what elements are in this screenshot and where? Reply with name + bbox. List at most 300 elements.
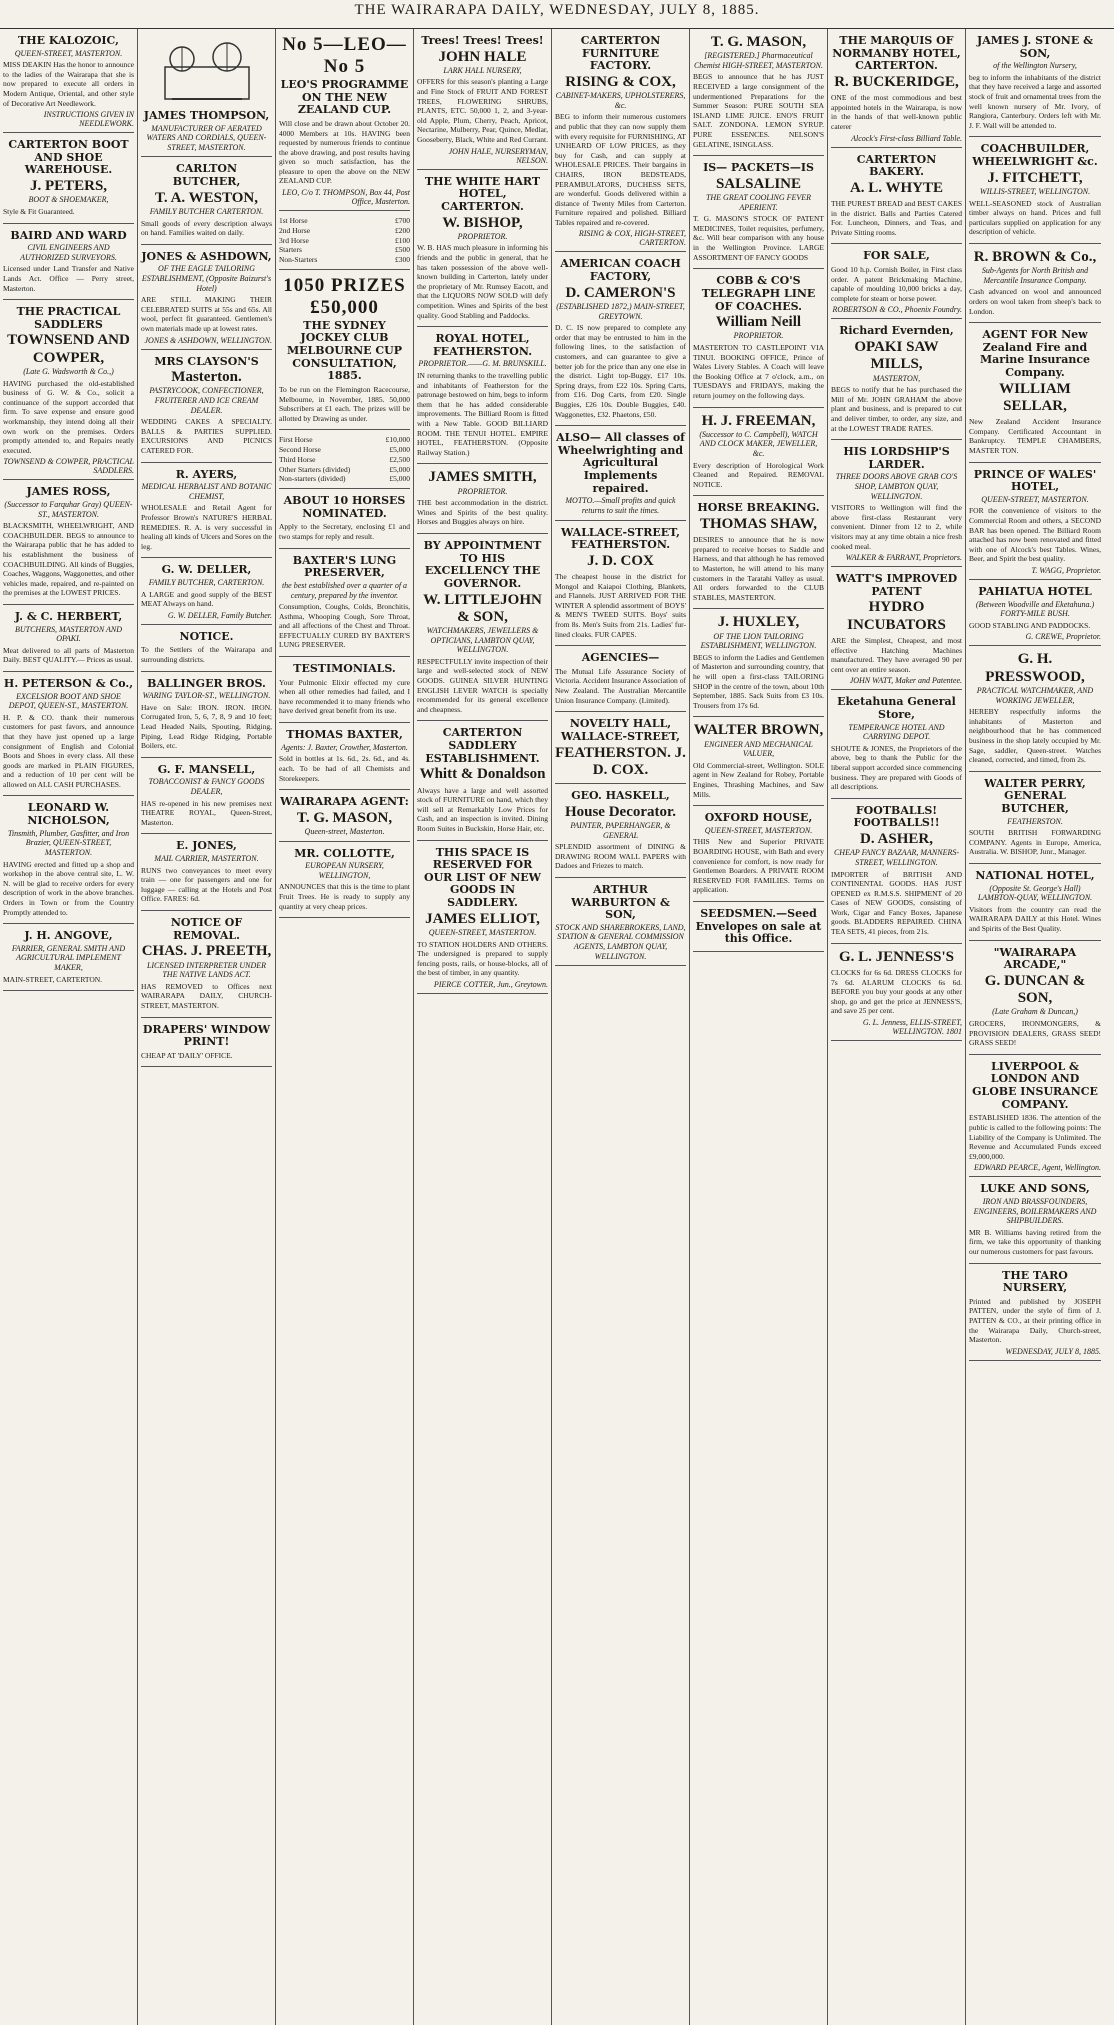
advertisement	[831, 246, 962, 319]
ad-subheading: MOTTO.—Small profits and quick returns to suit the times.	[565, 496, 676, 515]
ad-body-text: Your Pulmonic Elixir effected my cure when all other remedies had failed, and I have recommended it to many friends who have derived great benefit from its use.	[279, 677, 410, 716]
ad-heading: BAXTER'S LUNG PRESERVER,	[292, 553, 397, 580]
ad-body-text: MR B. Williams having retired from the firm, we take this opportunity of thanking our numerous customers for past favours.	[969, 1227, 1101, 1256]
advertisement	[417, 172, 548, 328]
ad-signature: RISING & COX, HIGH-STREET, CARTERTON.	[578, 229, 686, 248]
ad-signature: WALKER & FARRANT, Proprietors.	[845, 553, 962, 563]
ad-body-text: TO STATION HOLDERS AND OTHERS. The undersigned is prepared to supply fencing posts, rails, or house-blocks, all of the best of timber, in any quantity.	[417, 939, 548, 978]
ad-heading: J. & C. HERBERT,	[14, 609, 123, 623]
advertiser-name: WILLIAM SELLAR,	[999, 380, 1071, 414]
ad-heading: G. W. DELLER,	[161, 563, 252, 577]
column-8	[966, 29, 1104, 2025]
ad-body-text: GOOD STABLING AND PADDOCKS.	[969, 620, 1091, 630]
ad-body-text: FOR the convenience of visitors to the Commercial Room and others, a SECOND BAR has been opened. The Billiard Room attached has now been renovated and fitted with one of Alcock's best Tables. Wines, Beer, and Spirit the best quality.	[969, 506, 1101, 564]
ad-heading: THE WHITE HART HOTEL, CARTERTON.	[424, 174, 541, 213]
advertisement	[969, 1266, 1101, 1361]
ad-subheading: Agents: J. Baxter, Crowther, Masterton.	[281, 742, 408, 752]
ad-body-text: OFFERS for this season's planting a Large and Fine Stock of FRUIT AND FOREST TREES, FLOWERING SHRUBS, PLANTS, ETC. 50,000 1, 2, and 3-year-old Apple, Plum, Cherry, Peach, Apricot, Nectarine, Mulberry, Pear, Quince, Medlar, Gooseberry, Black, White and Red Currant.	[417, 77, 549, 145]
ad-heading: LEONARD W. NICHOLSON,	[27, 801, 110, 828]
ad-subheading: (ESTABLISHED 1872,) MAIN-STREET, GREYTOWN.	[556, 302, 685, 321]
price-row	[279, 465, 410, 475]
advertisement	[831, 801, 962, 944]
ad-subheading: of the Wellington Nursery,	[993, 61, 1077, 71]
ad-heading: J. H. ANGOVE,	[24, 929, 113, 943]
ad-subheading: TEMPERANCE HOTEL AND CARRYING DEPOT.	[848, 722, 945, 742]
ad-heading: CARTERTON SADDLERY ESTABLISHMENT.	[425, 726, 540, 765]
advertisement	[3, 135, 134, 223]
advertisement	[141, 465, 272, 559]
ad-heading: LIVERPOOL & LONDON AND GLOBE INSURANCE COMPANY.	[972, 1059, 1098, 1111]
ad-heading: OXFORD HOUSE,	[704, 811, 813, 825]
advertisement	[3, 482, 134, 605]
ad-body-text: THE best accommodation in the district. Wines and Spirits of the best quality. Horses and Buggies always on hire.	[417, 498, 548, 527]
ad-body-text: HAVING purchased the old-established business of G. W. & Co., solicit a continuance of the support accorded that firm. To save expense and ensure good workmanship, they intend doing all their own work on the premises. Orders promptly attended to, and Repairs neatly executed.	[3, 378, 134, 455]
advertisement	[969, 1179, 1101, 1263]
advertisement	[141, 31, 272, 157]
ad-heading: DRAPERS' WINDOW PRINT!	[142, 1022, 271, 1049]
ad-heading: PRINCE OF WALES' HOTEL,	[973, 467, 1097, 494]
ad-subheading: IRON AND BRASSFOUNDERS, ENGINEERS, BOILERMAKERS AND SHIPBUILDERS.	[973, 1196, 1097, 1226]
ad-heading: H. PETERSON & Co.,	[3, 676, 134, 690]
price-value: £5,000	[389, 445, 410, 455]
advertisement	[3, 607, 134, 672]
price-row	[279, 445, 410, 455]
ad-body-text: HAS re-opened in his new premises next THEATRE ROYAL, Queen-Street, Masterton.	[141, 798, 272, 827]
column-7	[828, 29, 966, 2025]
ad-subheading: QUEEN-STREET, MASTERTON.	[14, 48, 123, 58]
ad-subheading: FAMILY BUTCHER CARTERTON.	[149, 206, 264, 216]
price-label: Non-Starters	[279, 255, 318, 265]
ad-subheading: MEDICAL HERBALIST AND BOTANIC CHEMIST,	[141, 482, 272, 501]
advertisement	[831, 442, 962, 567]
ad-subheading: PASTRYCOOK, CONFECTIONER, FRUITERER AND ICE CREAM DEALER.	[149, 386, 264, 415]
ad-body-text: Have on Sale: IRON. IRON. IRON. Corrugated Iron, 5, 6, 7, 8, 9 and 10 feet; Lead Headed Nails, Spouting, Ridging, Piping, Lead Ridge Ridging, Portable Boilers, etc.	[141, 702, 272, 751]
ad-subheading: PRACTICAL WATCHMAKER, AND WORKING JEWELLER,	[976, 685, 1094, 705]
price-label: Starters	[279, 245, 302, 255]
display-heading: 1050 PRIZES £50,000	[283, 274, 406, 318]
ad-body-text: Cash advanced on wool and announced orders on wool taken from sheep's back to London.	[969, 287, 1101, 316]
column-4	[414, 29, 552, 2025]
page-masthead: THE WAIRARAPA DAILY, WEDNESDAY, JULY 8, 1885.	[0, 0, 1114, 29]
ad-heading: JAMES J. STONE & SON,	[977, 34, 1093, 60]
ad-heading: NOTICE OF REMOVAL.	[170, 916, 243, 942]
price-row	[279, 216, 410, 226]
ad-heading: WAIRARAPA AGENT:	[280, 795, 409, 809]
advertiser-name: SALSALINE	[715, 175, 802, 192]
ad-signature: PIERCE COTTER, Jun., Greytown.	[433, 979, 548, 989]
price-value: £5,000	[389, 474, 410, 484]
ad-signature: EDWARD PEARCE, Agent, Wellington.	[974, 1163, 1101, 1173]
price-value: £200	[395, 225, 410, 235]
ad-body-text: HAS REMOVED to Offices next WAIRARAPA DAILY, CHURCH-STREET, MASTERTON.	[141, 981, 272, 1010]
ad-heading: AGENT FOR New Zealand Fire and Marine Insurance Company.	[979, 328, 1091, 380]
ad-body-text: The cheapest house in the district for Mongol and Kaiapoi Clothing, Blankets, and Flannels. JUST ARRIVED FOR THE WINTER A splendid assortment of BOYS' & MEN'S TWEED SUITS. Boys' suits from 8s. Men's Suits from 21s. Ladies' fur-lined cloaks. FUR CAPES.	[555, 572, 686, 639]
ad-heading: LEO'S PROGRAMME ON THE NEW ZEALAND CUP.	[280, 78, 409, 117]
ad-heading: BAIRD AND WARD	[10, 228, 127, 242]
advertisement	[141, 913, 272, 1018]
advertisement	[141, 247, 272, 350]
ad-body-text: SHOUTE & JONES, the Proprietors of the above, beg to thank the Public for the liberal support accorded since commencing business. They are prepared with Goods of all descriptions.	[831, 743, 962, 792]
advertisement	[417, 31, 548, 170]
ad-body-text: BEG to inform their numerous customers and public that they can now supply them with every requisite for FURNISHING, AT UNHEARD OF LOW PRICES, as they buy for Cash, and can supply at WHOLESALE PRICES. Their bargains in CHAIRS, IRON BEDSTEADS, PERAMBULATORS, DUCHESS SETS, are wonderful. Goods delivered within a distance of Twenty Miles from Carterton. Furniture repaired and polished. Billiard Tables repaired and re-covered.	[555, 112, 686, 227]
advertiser-name: William Neill	[715, 314, 802, 331]
ad-subheading: (Late G. Wadsworth & Co.,)	[23, 366, 114, 376]
price-row	[279, 455, 410, 465]
ad-subheading: (Late Graham & Duncan,)	[992, 1007, 1078, 1017]
ad-heading: JAMES ROSS,	[26, 485, 111, 499]
advertiser-name: G. L. JENNESS'S	[838, 948, 955, 965]
ad-subheading: STOCK AND SHAREBROKERS, LAND, STATION & GENERAL COMMISSION AGENTS, LAMBTON QUAY, WELLINGTON.	[555, 922, 686, 961]
ad-subheading: CHEAP FANCY BAZAAR, MANNERS-STREET, WELLINGTON.	[833, 848, 960, 867]
ad-subheading: PROPRIETOR.	[457, 231, 508, 241]
ad-heading: NATIONAL HOTEL,	[975, 869, 1095, 882]
ad-signature: JOHN WATT, Maker and Patentee.	[849, 676, 962, 686]
ad-heading: CARTERTON BOOT AND SHOE WAREHOUSE.	[8, 138, 129, 177]
ad-body-text: CLOCKS for 6s 6d. DRESS CLOCKS for 7s 6d. ALARUM CLOCKS 6s 6d. BEFORE you buy your goods at any other shop, go and get the price at JENNESS'S, and save 25 per cent.	[831, 967, 962, 1016]
advertisement	[141, 760, 272, 835]
ad-subheading: MAIL CARRIER, MASTERTON.	[154, 854, 259, 864]
ad-body-text: Good 10 h.p. Cornish Boiler, in First class order. A patent Brickmaking Machine, capable of moulding 10,000 bricks a day, complete for steam or horse power.	[831, 265, 962, 303]
ad-body-text: BLACKSMITH, WHEELWRIGHT, AND COACHBUILDER. BEGS to announce to the Wairarapa public that he has added to his establishment the business of COACHBUILDING. All kinds of Buggies, Coaches, Waggons, Waggonettes, and other vehicles made, repaired, and re-painted on the premises at the LOWEST PRICES.	[3, 521, 134, 598]
ad-heading: ALSO— All classes of Wheelwrighting and Agricultural Implements repaired.	[556, 431, 685, 495]
price-value: £2,500	[389, 454, 410, 464]
price-value: £10,000	[385, 435, 410, 445]
advertiser-name: A. L. WHYTE	[849, 179, 944, 196]
ad-heading: MR. COLLOTTE,	[294, 846, 395, 860]
advertisement	[831, 31, 962, 148]
advertiser-name: G. H. PRESSWOOD,	[985, 651, 1085, 685]
ad-heading: MRS CLAYSON'S	[154, 354, 259, 368]
advertisement	[279, 725, 410, 790]
ad-subheading: FEATHERSTON.	[1007, 816, 1063, 826]
ad-subheading: PAINTER, PAPERHANGER, & GENERAL	[570, 820, 671, 840]
advertisement	[3, 31, 134, 133]
ad-body-text: D. C. IS now prepared to complete any order that may be entrusted to him in the following lines, to the satisfaction of customers, and can guarantee to give a better job for the price than any one else in the district. Light top-Buggy, £17 10s. Spring drays, from £22 10s. Spring Carts, from £16. Dog Carts, from £20. Single Buggies, £26 10s. Double Buggies, £40. Waggonettes, £32. Phaetons, £50.	[555, 323, 686, 419]
ad-subheading: ENGINEER AND MECHANICAL VALUER,	[704, 739, 813, 759]
ad-body-text: beg to inform the inhabitants of the district that they have received a large and assorted stock of fruit and ornamental trees from the well known nursery of Mr. Ivory, of Rangiora, Canterbury. Orders left with Mr. J. F. Wall will be attended to.	[969, 72, 1101, 130]
advertisement	[141, 836, 272, 911]
advertiser-name: THOMAS SHAW,	[700, 516, 817, 533]
ad-body-text: Will close and be drawn about October 20. 4000 Members at 10s. HAVING been requested by numerous friends to continue the above drawing, and post results having given so much satisfaction, has the pleasure to open the above on the NEW ZEALAND CUP.	[279, 118, 410, 186]
ad-heading: PAHIATUA HOTEL	[978, 585, 1092, 599]
ad-subheading: PROPRIETOR.	[733, 331, 784, 341]
advertiser-name: W. BISHOP,	[442, 214, 523, 231]
ad-signature: LEO, C/o T. THOMPSON, Box 44, Post Office, Masterton.	[282, 188, 410, 207]
advertisement	[555, 428, 686, 520]
advertisement	[3, 926, 134, 991]
ad-body-text: MISS DEAKIN Has the honor to announce to the ladies of the Wairarapa that she is now prepared to execute all orders in Modern Antique, Oriental, and other style of Decorative Art Needlework.	[3, 60, 134, 108]
advertisement	[693, 31, 824, 156]
ad-heading: Richard Evernden,	[839, 324, 954, 338]
advertisement	[555, 880, 686, 966]
advertisement	[417, 723, 548, 840]
advertiser-name: TOWNSEND AND COWPER,	[7, 332, 130, 366]
ad-heading: CARTERTON BAKERY.	[856, 152, 937, 179]
advertisement	[279, 272, 410, 431]
ad-subheading: WARING TAYLOR-ST., WELLINGTON.	[142, 691, 271, 701]
ad-signature: Alcock's First-class Billiard Table.	[851, 133, 962, 143]
ad-body-text: WEDDING CAKES A SPECIALTY. BALLS & PARTIES SUPPLIED. EXCURSIONS AND PICNICS CATERED FOR.	[141, 417, 272, 455]
ad-subheading: WILLIS-STREET, WELLINGTON.	[979, 186, 1091, 196]
ad-body-text: SOUTH BRITISH FORWARDING COMPANY. Agents in Europe, America, Australia. W. BISHOP, Junr., Manager.	[969, 828, 1101, 857]
ad-heading: HIS LORDSHIP'S LARDER.	[843, 445, 950, 471]
ad-heading: THE MARQUIS OF NORMANBY HOTEL, CARTERTON.	[832, 34, 961, 73]
advertisement	[693, 611, 824, 717]
column-3	[276, 29, 414, 2025]
ad-subheading: (Opposite St. George's Hall) LAMBTON-QUAY, WELLINGTON.	[977, 883, 1093, 903]
price-row	[279, 255, 410, 265]
ad-body-text: THE PUREST BREAD and BEST CAKES in the district. Balls and Parties Catered For. Luncheon, Dinners, and Teas, and Private Sitting rooms.	[831, 199, 962, 237]
ad-body-text: MAIN-STREET, CARTERTON.	[3, 974, 103, 984]
advertiser-name: WALTER BROWN,	[693, 722, 824, 739]
advertisement	[693, 808, 824, 902]
advertisement	[969, 866, 1101, 941]
price-value: £700	[395, 216, 410, 226]
ad-subheading: WATCHMAKERS, JEWELLERS & OPTICIANS, LAMBTON QUAY, WELLINGTON.	[426, 626, 539, 655]
advertisement	[141, 1020, 272, 1068]
advertisement	[831, 321, 962, 440]
ad-body-text: GROCERS, IRONMONGERS, & PROVISION DEALERS, GRASS SEED! GRASS SEED!	[969, 1018, 1101, 1048]
ad-body-text: ARE the Simplest, Cheapest, and most effective Hatching Machines manufactured. They have averaged 90 per cent over an entire season.	[831, 635, 962, 674]
ad-heading: CARTERTON FURNITURE FACTORY.	[580, 34, 661, 73]
ad-signature: INSTRUCTIONS GIVEN IN NEEDLEWORK.	[43, 110, 134, 129]
price-row	[279, 245, 410, 255]
ad-heading: "WAIRARAPA ARCADE,"	[993, 945, 1077, 972]
ad-heading: THE SYDNEY JOCKEY CLUB MELBOURNE CUP CONSULTATION, 1885.	[286, 318, 402, 383]
column-6	[690, 29, 828, 2025]
advertisement	[279, 792, 410, 841]
ad-body-text: Licensed under Land Transfer and Native Lands Act. Office — Perry street, Masterton.	[3, 264, 134, 293]
ad-subheading: QUEEN-STREET, MASTERTON.	[428, 928, 537, 937]
ad-heading: R. AYERS,	[175, 467, 238, 481]
ad-body-text: ESTABLISHED 1836. The attention of the public is called to the following points: The Liability of the Company is Unlimited. The Revenue and Accumulated Funds exceed £9,000,000.	[969, 1113, 1101, 1161]
ad-body-text: Meat delivered to all parts of Masterton Daily. BEST QUALITY.— Prices as usual.	[3, 645, 134, 665]
column-5	[552, 29, 690, 2025]
ad-subheading: EXCELSIOR BOOT AND SHOE DEPOT, QUEEN-ST., MASTERTON.	[8, 691, 129, 711]
advertisement	[693, 410, 824, 497]
ad-body-text: BEGS to notify that he has purchased the Mill of Mr. JOHN GRAHAM the above plant and business, and is prepared to cut and deliver timber, to order, any size, and at the LOWEST TRADE RATES.	[831, 385, 962, 433]
ad-heading: HORSE BREAKING.	[697, 501, 820, 515]
advertisement	[555, 31, 686, 252]
price-label: Third Horse	[279, 454, 316, 464]
ad-signature: G. W. DELLER, Family Butcher.	[167, 610, 272, 620]
advertisement	[693, 719, 824, 806]
advertisement	[969, 1057, 1101, 1178]
advertisement	[969, 648, 1101, 771]
display-heading: No 5—LEO—No 5	[282, 34, 407, 77]
advertisement	[279, 844, 410, 919]
advertiser-name: J. PETERS,	[29, 178, 108, 195]
advertiser-name: D. CAMERON'S	[565, 284, 676, 301]
ad-subheading: MANUFACTURER OF AERATED WATERS AND CORDIALS, QUEEN-STREET, MASTERTON.	[146, 123, 267, 152]
advertisement	[831, 569, 962, 690]
ad-signature: ROBERTSON & CO., Phoenix Foundry.	[832, 305, 962, 315]
ad-subheading: (Successor to Farquhar Gray) QUEEN-ST., MASTERTON.	[4, 499, 133, 519]
column-1	[0, 29, 138, 2025]
ad-heading: JONES & ASHDOWN,	[141, 249, 272, 263]
ad-heading: COACHBUILDER, WHEELWRIGHT &c.	[972, 142, 1098, 169]
ad-body-text: HAVING erected and fitted up a shop and workshop in the above central site, L. W. N. will be glad to receive orders for every description of work in the above branches. Orders in Town or from the Country Promptly attended to.	[3, 859, 134, 917]
advertisement	[693, 271, 824, 407]
advertisement	[969, 325, 1101, 462]
ad-body-text: ARE STILL MAKING THEIR CELEBRATED SUITS at 55s and 65s. All wool, perfect fit guaranteed. Gentlemen's own materials made up at lowest rates.	[141, 295, 272, 333]
ad-heading: AGENCIES—	[581, 651, 660, 665]
advertiser-name: HYDRO INCUBATORS	[847, 599, 946, 633]
advertisement	[141, 352, 272, 463]
ad-body-text: Printed and published by JOSEPH PATTEN, under the style of firm of J. PATTEN & CO., at their printing office in the Wairarapa Daily, Church-street, Masterton.	[969, 1296, 1101, 1345]
ad-subheading: TOBACCONIST & FANCY GOODS DEALER,	[148, 777, 265, 797]
ad-body-text: To be run on the Flemington Racecourse, Melbourne, in November, 1885. 50,000 Subscribers at £1 each. The prizes will be allotted by Drawing as under.	[279, 385, 410, 423]
ad-heading: NOVELTY HALL, WALLACE-STREET,	[561, 717, 680, 743]
advertisement	[141, 674, 272, 758]
ad-subheading: FARRIER, GENERAL SMITH AND AGRICULTURAL IMPLEMENT MAKER,	[11, 943, 126, 972]
ad-heading: WATT'S IMPROVED PATENT	[835, 572, 958, 598]
ad-subheading: Tinsmith, Plumber, Gasfitter, and Iron Brazier, QUEEN-STREET, MASTERTON.	[7, 828, 130, 857]
ad-subheading: LARK HALL NURSERY,	[443, 65, 522, 75]
ad-signature: G. L. Jenness, ELLIS-STREET, WELLINGTON. 1801	[862, 1017, 962, 1036]
ad-body-text: CHEAP AT 'DAILY' OFFICE.	[141, 1050, 233, 1060]
ad-heading: ABOUT 10 HORSES NOMINATED.	[283, 494, 406, 520]
price-value: £500	[395, 245, 410, 255]
advertiser-name: House Decorator.	[564, 803, 677, 820]
ad-subheading: OF THE LION TAILORING ESTABLISHMENT, WELLINGTON.	[700, 631, 817, 651]
ad-signature: JONES & ASHDOWN, WELLINGTON.	[144, 335, 272, 345]
advertiser-name: J. D. COX	[587, 552, 654, 569]
price-value: £100	[395, 235, 410, 245]
ad-body-text: ANNOUNCES that this is the time to plant Fruit Trees. He is ready to supply any quantity at very cheap prices.	[279, 882, 410, 911]
price-value: £300	[395, 255, 410, 265]
ad-body-text: A LARGE and good supply of the BEST MEAT Always on hand.	[141, 589, 272, 609]
ad-subheading: THE GREAT COOLING FEVER APERIENT.	[705, 193, 812, 212]
ad-subheading: QUEEN-STREET, MASTERTON.	[981, 494, 1089, 504]
ad-body-text: The Mutual Life Assurance Society of Victoria. Accident Insurance Association of New Zealand. The Australian Mercantile Union Insurance Company. (Limited).	[555, 666, 686, 705]
advertiser-name: JAMES SMITH,	[428, 469, 537, 486]
advertisement	[417, 843, 548, 994]
price-row	[279, 236, 410, 246]
advertiser-name: FEATHERSTON. J. D. COX.	[555, 744, 686, 778]
advertisement	[969, 774, 1101, 864]
advertisement	[555, 648, 686, 712]
ad-body-text: DESIRES to announce that he is now prepared to receive horses to Saddle and Harness, and that although he has removed to Masterton, he will attend to his many customers in the Taratahi Valley as usual. All orders forwarded to the CLUB STABLES, MASTERTON.	[693, 535, 824, 602]
ad-subheading: PROPRIETOR.——G. M. BRUNSKILL.	[418, 359, 547, 369]
ad-heading: ROYAL HOTEL, FEATHERSTON.	[432, 332, 533, 358]
ad-body-text: H. P. & CO. thank their numerous customers for past favors, and announce that they have just opened up a large consignment of English and Colonial Boots and Shoes in every class. All these goods are marked in PLAIN FIGURES, and a reduction of 10 per cent will be allowed on ALL CASH PURCHASES.	[3, 712, 134, 789]
ad-body-text: T. G. MASON'S STOCK OF PATENT MEDICINES, Toilet requisites, perfumery, &c. Will bear comparison with any house in the Wellington Province. LARGE ASSORTMENT OF FANCY GOODS	[693, 214, 824, 262]
ad-subheading: OF THE EAGLE TAILORING ESTABLISHMENT, (Opposite Baizurst's Hotel)	[141, 264, 272, 293]
ad-body-text: Apply to the Secretary, enclosing £1 and two stamps for reply and result.	[279, 522, 410, 542]
ad-signature: TOWNSEND & COWPER, PRACTICAL SADDLERS.	[3, 457, 134, 476]
ad-heading: FOR SALE,	[863, 249, 930, 263]
advertiser-name: JOHN HALE	[438, 48, 527, 65]
price-label: Second Horse	[279, 445, 321, 455]
ad-heading: THE PRACTICAL SADDLERS	[16, 305, 121, 331]
ad-body-text: Small goods of every description always on hand. Families waited on daily.	[141, 218, 272, 238]
ad-heading: GEO. HASKELL,	[571, 789, 670, 803]
advertisement	[693, 904, 824, 952]
ad-heading: THE TARO NURSERY,	[1002, 1268, 1068, 1295]
price-label: 3rd Horse	[279, 235, 309, 245]
advertiser-name: W. LITTLEJOHN & SON,	[423, 591, 542, 625]
advertisement	[417, 466, 548, 534]
ad-body-text: SPLENDID assortment of DINING & DRAWING ROOM WALL PAPERS with Dadoes and Friezes to match.	[555, 842, 686, 871]
ad-heading: LUKE AND SONS,	[980, 1182, 1090, 1196]
ad-body-text: MASTERTON TO CASTLEPOINT VIA TINUI. BOOKING OFFICE, Prince of Wales Livery Stables. A Coach will leave the Booking Office at 7 o'clock, a.m., on TUESDAYS and FRIDAYS, making the return journey on the following days.	[693, 343, 824, 400]
ad-signature: WEDNESDAY, JULY 8, 1885.	[1005, 1346, 1101, 1356]
price-value: £5,000	[389, 464, 410, 474]
price-label: 2nd Horse	[279, 225, 311, 235]
newspaper-columns	[0, 29, 1114, 2025]
advertiser-name: G. DUNCAN & SON,	[984, 972, 1086, 1007]
ad-subheading: (Successor to C. Campbell), WATCH AND CLOCK MAKER, JEWELLER, &c.	[699, 429, 818, 458]
advertisement	[141, 560, 272, 624]
price-row	[279, 474, 410, 484]
advertiser-name: Whitt & Donaldson	[419, 766, 546, 783]
ad-body-text: Every description of Horological Work Cleaned and Repaired. REMOVAL NOTICE.	[693, 460, 824, 489]
ad-body-text: WELL-SEASONED stock of Australian timber always on hand. Prices and full particulars supplied on application for any description of vehicle.	[969, 198, 1101, 237]
advertisement	[831, 150, 962, 245]
ad-heading: Eketahuna General Store,	[837, 695, 956, 721]
ad-body-text: Sold in bottles at 1s. 6d., 2s. 6d., and 4s. each. To be had of all Chemists and Storekeepers.	[279, 754, 410, 783]
advertisement	[141, 627, 272, 672]
advertisement	[969, 246, 1101, 323]
price-label: First Horse	[279, 435, 313, 445]
ad-subheading: PROPRIETOR.	[457, 486, 508, 496]
ad-heading: Trees! Trees! Trees!	[421, 34, 544, 47]
ad-heading: THE KALOZOIC,	[18, 34, 119, 47]
ad-body-text: New Zealand Accident Insurance Company. Certificated Accountant in Bankruptcy. TEMPLE CHAMBERS, MASTER TON.	[969, 417, 1101, 455]
advertisement	[969, 465, 1101, 580]
advertiser-name: T. A. WESTON,	[155, 189, 258, 206]
advertisement	[3, 798, 134, 924]
advertisement	[555, 786, 686, 878]
ad-body-text: BEGS to inform the Ladies and Gentlemen of Masterton and surrounding country, that he will open a first-class TAILORING SHOP in the centre of the town, about 10th September, 1885. Sack Suits from £3 10s. Trousers from 17s 6d.	[693, 652, 824, 710]
advertisement	[555, 714, 686, 784]
ad-subheading: MASTERTON,	[872, 373, 921, 383]
ad-body-text: RESPECTFULLY invite inspection of their large and well-selected stock of NEW GOODS. GUINEA SILVER HUNTING ENGLISH LEVER WATCH is specially recommended for its general excellence and cheapness.	[417, 656, 548, 714]
advertisement	[279, 491, 410, 548]
advertisement	[555, 254, 686, 426]
advertiser-name: J. FITCHETT,	[987, 169, 1083, 186]
ad-heading: NOTICE.	[179, 629, 234, 643]
ad-body-text: Consumption, Coughs, Colds, Bronchitis, Asthma, Whooping Cough, Sore Throat, and all affections of the Chest and Throat. EFFECTUALLY CURED BY BAXTER'S LUNG PRESERVER.	[279, 602, 410, 650]
column-2	[138, 29, 276, 2025]
ad-subheading: QUEEN-STREET, MASTERTON.	[704, 825, 813, 835]
ad-subheading: CIVIL ENGINEERS AND AUTHORIZED SURVEYORS.	[20, 243, 117, 262]
ad-heading: G. F. MANSELL,	[157, 762, 256, 776]
ad-subheading: LICENSED INTERPRETER UNDER THE NATIVE LANDS ACT.	[146, 960, 267, 980]
ad-heading: JAMES THOMPSON,	[143, 109, 270, 122]
advertiser-name: T. G. MASON,	[710, 34, 807, 50]
ad-heading: THOMAS BAXTER,	[286, 728, 403, 742]
engraving-illustration	[157, 37, 257, 107]
advertisement	[3, 302, 134, 480]
ad-heading: FOOTBALLS! FOOTBALLS!!	[853, 803, 940, 830]
ad-signature: G. CREWE, Proprietor.	[1025, 632, 1101, 642]
advertiser-name: H. J. FREEMAN,	[701, 412, 816, 429]
ad-body-text: HEREBY respectfully informs the inhabitants of Masterton and neighbourhood that he has commenced business in the shop lately occupied by Mr. Sage, saddler, Queen-street. Watches cleaned, corrected, and timed, from 2s.	[969, 707, 1101, 765]
ad-body-text: RUNS two conveyances to meet every train — one for passengers and one for luggage — calling at the Hotels and Post Office. FARES: 6d.	[141, 865, 272, 904]
ad-subheading: EUROPEAN NURSERY, WELLINGTON,	[305, 861, 384, 880]
ad-heading: AMERICAN COACH FACTORY,	[560, 257, 681, 284]
ad-heading: ARTHUR WARBURTON & SON,	[571, 882, 670, 922]
ad-body-text: Always have a large and well assorted stock of FURNITURE on hand, which they will sell at Remarkably Low Prices for Cash, and an inspection is invited. Dining Room Suites in Buckskin, Horse Hair, etc.	[417, 785, 548, 833]
advertiser-name: OPAKI SAW MILLS,	[854, 339, 939, 373]
ad-body-text: THIS New and Superior PRIVATE BOARDING HOUSE, with Bath and every convenience for comfort, is now ready for Gentlemen Boarders. A PRIVATE ROOM RESERVED FOR FAMILIES. Terms on application.	[693, 837, 824, 895]
advertiser-name: R. BROWN & Co.,	[973, 248, 1097, 265]
advertisement	[279, 551, 410, 657]
ad-subheading: (Between Woodville and Eketahuna.) FORTY-MILE BUSH.	[975, 599, 1095, 619]
ad-heading: THIS SPACE IS RESERVED FOR OUR LIST OF NEW GOODS IN SADDLERY.	[424, 845, 541, 910]
